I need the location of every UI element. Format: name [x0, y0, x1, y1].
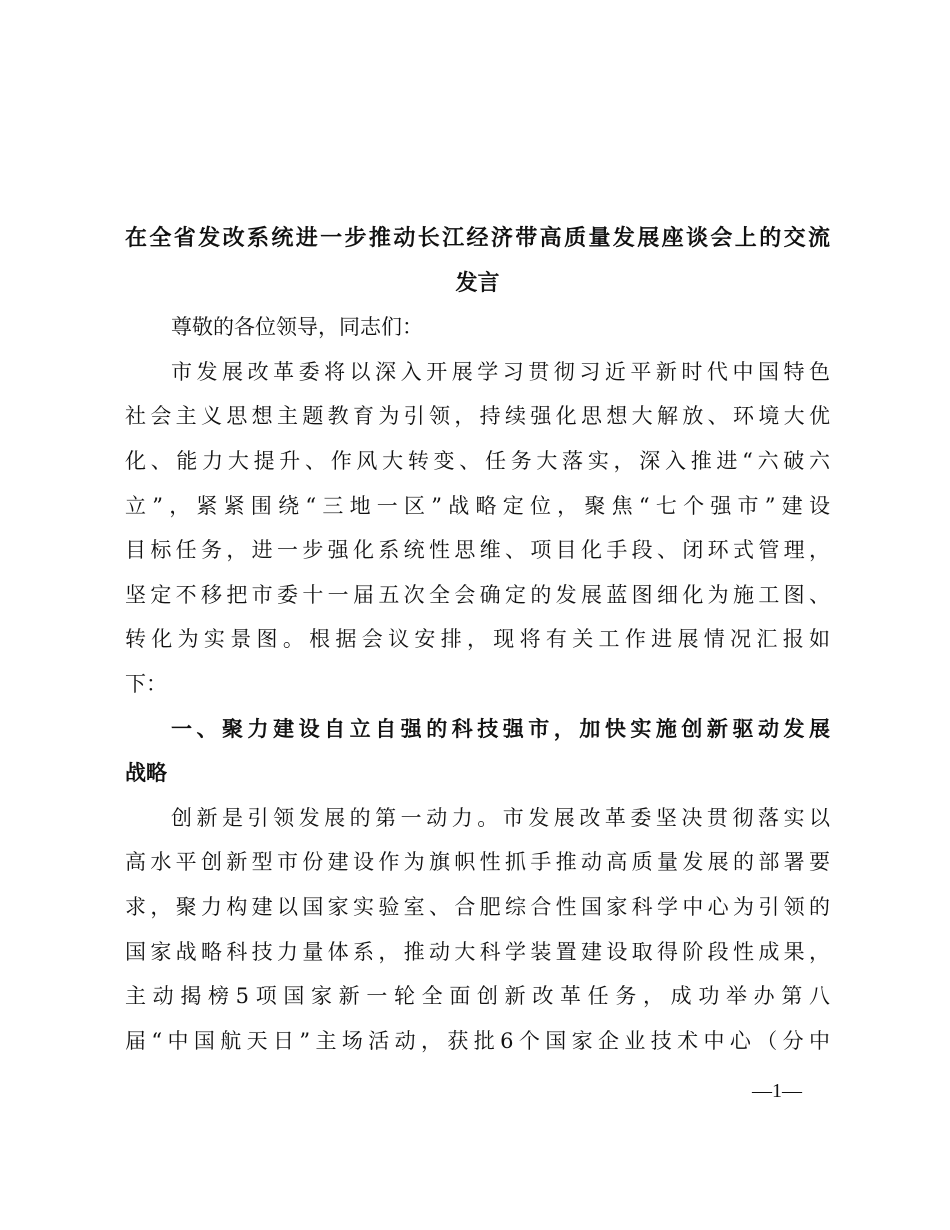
document-title-line-2: 发言 [455, 269, 500, 296]
section-heading-line: 战略 [125, 761, 167, 786]
greeting: 尊敬的各位领导，同志们： [171, 315, 423, 340]
paragraph-1-line: 化、能力大提升、作风大转变、任务大落实，深入推进“六破六 [125, 448, 830, 473]
paragraph-1-line: 社会主义思想主题教育为引领，持续强化思想大解放、环境大优 [125, 404, 830, 429]
paragraph-1-line: 目标任务，进一步强化系统性思维、项目化手段、闭环式管理， [125, 538, 830, 563]
paragraph-2-line: 创新是引领发展的第一动力。市发展改革委坚决贯彻落实以 [171, 805, 830, 830]
document-title-line-1: 在全省发改系统进一步推动长江经济带高质量发展座谈会上的交流 [125, 225, 830, 251]
paragraph-1-line: 下： [125, 671, 167, 696]
paragraph-2-line: 国家战略科技力量体系，推动大科学装置建设取得阶段性成果， [125, 939, 830, 964]
paragraph-1-line: 市发展改革委将以深入开展学习贯彻习近平新时代中国特色 [171, 359, 830, 384]
paragraph-2-line: 主动揭榜5项国家新一轮全面创新改革任务，成功举办第八 [125, 984, 830, 1009]
page-number: —1— [752, 1080, 802, 1102]
paragraph-1-line: 坚定不移把市委十一届五次全会确定的发展蓝图细化为施工图、 [125, 582, 830, 607]
paragraph-1-line: 立”，紧紧围绕“三地一区”战略定位，聚焦“七个强市”建设 [125, 493, 830, 518]
paragraph-1-line: 转化为实景图。根据会议安排，现将有关工作进展情况汇报如 [125, 627, 830, 652]
document-body [125, 216, 830, 1063]
paragraph-2-line: 求，聚力构建以国家实验室、合肥综合性国家科学中心为引领的 [125, 894, 830, 919]
paragraph-2-line: 届“中国航天日”主场活动，获批6个国家企业技术中心（分中 [125, 1028, 830, 1053]
paragraph-2-line: 高水平创新型市份建设作为旗帜性抓手推动高质量发展的部署要 [125, 850, 830, 875]
section-heading-line: 一、聚力建设自立自强的科技强市，加快实施创新驱动发展 [171, 716, 830, 741]
